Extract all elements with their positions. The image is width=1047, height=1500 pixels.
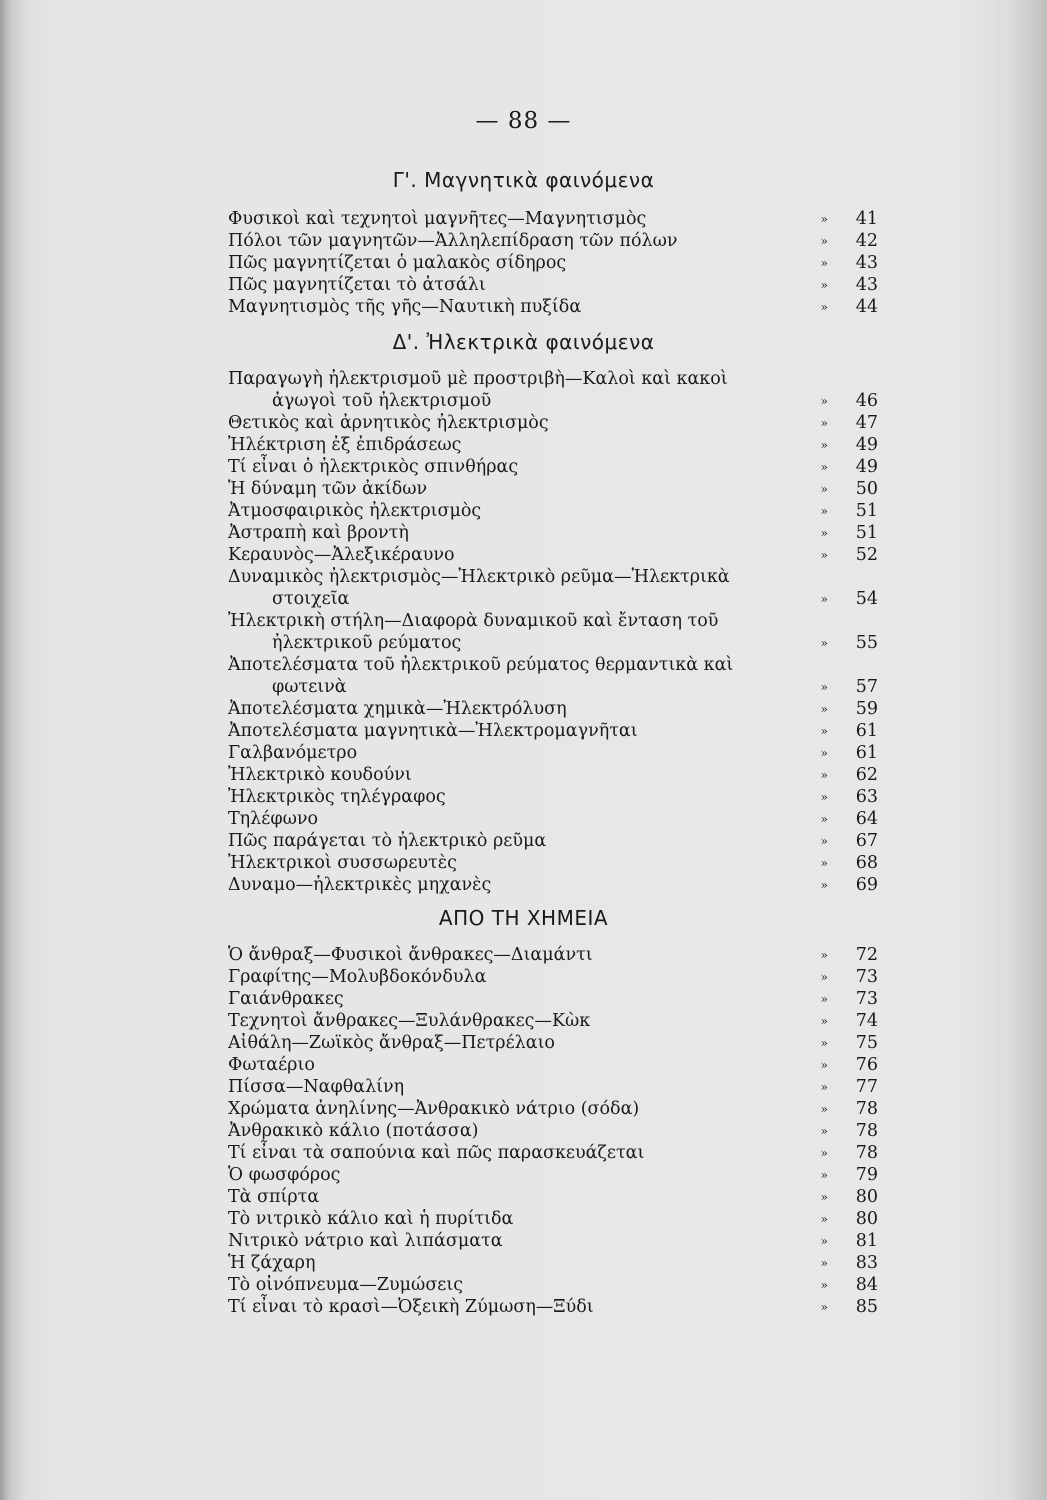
toc-entry xyxy=(228,698,878,720)
toc-page-number: 42 xyxy=(855,231,878,251)
toc-entry-title: Πῶς μαγνητίζεται ὁ μαλακὸς σίδηρος xyxy=(228,253,567,273)
toc-entry-title: Παραγωγὴ ἠλεκτρισμοῦ μὲ προστριβὴ—Καλοὶ καὶ κακοὶ xyxy=(228,369,728,389)
toc-entry-title: φωτεινὰ xyxy=(272,677,347,697)
toc-entry xyxy=(228,1142,878,1164)
toc-page-number: 79 xyxy=(855,1165,878,1185)
toc-entry xyxy=(228,1098,878,1120)
toc-entry-title: Γαλβανόμετρο xyxy=(228,743,358,763)
toc-entry xyxy=(228,966,878,988)
toc-page-number: 77 xyxy=(855,1077,878,1097)
toc-page-number: 73 xyxy=(855,989,878,1009)
toc-ditto-mark: » xyxy=(820,812,828,826)
toc-page-number: 52 xyxy=(855,545,878,565)
toc-page-number: 63 xyxy=(855,787,878,807)
toc-entry xyxy=(228,1186,878,1208)
toc-ditto-mark: » xyxy=(820,834,828,848)
toc-entry xyxy=(228,1164,878,1186)
toc-page-number: 84 xyxy=(855,1275,878,1295)
section-heading-chemistry: ΑΠΟ ΤΗ ΧΗΜΕΙΑ xyxy=(438,906,609,930)
toc-ditto-mark: » xyxy=(820,1190,828,1204)
toc-entry-title: Πίσσα—Ναφθαλίνη xyxy=(228,1077,405,1097)
toc-ditto-mark: » xyxy=(820,992,828,1006)
toc-page-number: 51 xyxy=(855,523,878,543)
toc-page-number: 54 xyxy=(855,589,878,609)
toc-entry-title: Θετικὸς καὶ ἀρνητικὸς ἠλεκτρισμὸς xyxy=(228,413,549,433)
toc-entry-title: Κεραυνὸς—Ἀλεξικέραυνο xyxy=(228,545,455,565)
toc-page-number: 74 xyxy=(855,1011,878,1031)
toc-page-number: 61 xyxy=(855,743,878,763)
toc-entry-title: Γραφίτης—Μολυβδοκόνδυλα xyxy=(228,967,487,987)
toc-entry xyxy=(228,1208,878,1230)
toc-page-number: 78 xyxy=(855,1121,878,1141)
toc-entry-title: Ἠλεκτρικὸ κουδούνι xyxy=(228,765,412,785)
toc-ditto-mark: » xyxy=(820,1300,828,1314)
toc-page-number: 85 xyxy=(855,1297,878,1317)
toc-page-number: 57 xyxy=(855,677,878,697)
toc-entry xyxy=(228,434,878,456)
toc-entry-title: Ἠλεκτρικοὶ συσσωρευτὲς xyxy=(228,853,457,873)
toc-page-number: 43 xyxy=(855,275,878,295)
toc-entry-title: Γαιάνθρακες xyxy=(228,989,344,1009)
toc-entry-title: Τηλέφωνο xyxy=(228,809,319,829)
toc-ditto-mark: » xyxy=(820,1234,828,1248)
toc-ditto-mark: » xyxy=(820,1278,828,1292)
toc-ditto-mark: » xyxy=(820,526,828,540)
toc-page-number: 62 xyxy=(855,765,878,785)
toc-page-number: 73 xyxy=(855,967,878,987)
toc-entry-title: Τὰ σπίρτα xyxy=(228,1187,320,1207)
toc-page-number: 55 xyxy=(855,633,878,653)
toc-entry xyxy=(228,1054,878,1076)
toc-page-number: 59 xyxy=(855,699,878,719)
toc-page-number: 64 xyxy=(855,809,878,829)
toc-entry xyxy=(228,522,878,544)
toc-page-number: 49 xyxy=(855,457,878,477)
toc-entry xyxy=(228,786,878,808)
toc-entry-title: Ἡ δύναμη τῶν ἀκίδων xyxy=(228,479,428,499)
toc-ditto-mark: » xyxy=(820,856,828,870)
toc-section-electric xyxy=(228,368,878,896)
toc-entry-title: Ἠλεκτρικὸς τηλέγραφος xyxy=(228,787,446,807)
toc-entry-title: Φυσικοὶ καὶ τεχνητοὶ μαγνῆτες—Μαγνητισμὸς xyxy=(228,209,647,229)
toc-entry-title: Ἀποτελέσματα τοῦ ἠλεκτρικοῦ ρεύματος θερμαντικὰ καὶ xyxy=(228,655,734,675)
toc-ditto-mark: » xyxy=(820,234,828,248)
toc-entry xyxy=(228,1296,878,1318)
toc-ditto-mark: » xyxy=(820,790,828,804)
toc-page-number: 78 xyxy=(855,1099,878,1119)
toc-page-number: 50 xyxy=(855,479,878,499)
toc-entry-title: Τί εἶναι ὁ ἠλεκτρικὸς σπινθήρας xyxy=(228,457,519,477)
toc-page-number: 72 xyxy=(855,945,878,965)
toc-page-number: 47 xyxy=(855,413,878,433)
toc-entry xyxy=(228,764,878,786)
toc-page-number: 80 xyxy=(855,1187,878,1207)
toc-entry-title: Δυναμο—ἠλεκτρικὲς μηχανὲς xyxy=(228,875,492,895)
toc-entry xyxy=(228,874,878,896)
toc-ditto-mark: » xyxy=(820,1014,828,1028)
toc-ditto-mark: » xyxy=(820,970,828,984)
toc-page-number: 83 xyxy=(855,1253,878,1273)
toc-ditto-mark: » xyxy=(820,212,828,226)
toc-ditto-mark: » xyxy=(820,724,828,738)
section-heading-electric: Δ'. Ἠλεκτρικὰ φαινόμενα xyxy=(392,330,655,354)
toc-entry-title: Ἡ ζάχαρη xyxy=(228,1253,316,1273)
toc-ditto-mark: » xyxy=(820,1124,828,1138)
toc-ditto-mark: » xyxy=(820,1146,828,1160)
toc-entry-title: Ἠλεκτρικὴ στήλη—Διαφορὰ δυναμικοῦ καὶ ἔνταση τοῦ xyxy=(228,611,719,631)
toc-entry-title: Χρώματα ἀνηλίνης—Ἀνθρακικὸ νάτριο (σόδα) xyxy=(228,1099,640,1119)
toc-page-number: 43 xyxy=(855,253,878,273)
toc-page-number: 75 xyxy=(855,1033,878,1053)
toc-page-number: 80 xyxy=(855,1209,878,1229)
toc-entry xyxy=(228,1010,878,1032)
toc-entry-title: Ἠλέκτριση ἐξ ἐπιδράσεως xyxy=(228,435,462,455)
toc-page-number: 69 xyxy=(855,875,878,895)
toc-ditto-mark: » xyxy=(820,438,828,452)
toc-entry-title: Ἀνθρακικὸ κάλιο (ποτάσσα) xyxy=(228,1121,479,1141)
toc-ditto-mark: » xyxy=(820,1168,828,1182)
toc-entry xyxy=(228,944,878,966)
toc-entry-title: Ἀποτελέσματα μαγνητικὰ—Ἠλεκτρομαγνῆται xyxy=(228,721,638,741)
toc-entry-title: Ἀστραπὴ καὶ βροντὴ xyxy=(228,523,409,543)
toc-entry xyxy=(228,456,878,478)
toc-entry-title: Τὸ νιτρικὸ κάλιο καὶ ἡ πυρίτιδα xyxy=(228,1209,514,1229)
toc-entry-title: Τὸ οἰνόπνευμα—Ζυμώσεις xyxy=(228,1275,463,1295)
toc-ditto-mark: » xyxy=(820,948,828,962)
toc-entry xyxy=(228,988,878,1010)
toc-entry xyxy=(228,830,878,852)
toc-entry xyxy=(228,1032,878,1054)
toc-page-number: 78 xyxy=(855,1143,878,1163)
toc-ditto-mark: » xyxy=(820,460,828,474)
toc-ditto-mark: » xyxy=(820,878,828,892)
toc-ditto-mark: » xyxy=(820,1102,828,1116)
toc-entry-title: Τεχνητοὶ ἄνθρακες—Ξυλάνθρακες—Κὼκ xyxy=(228,1011,591,1031)
toc-ditto-mark: » xyxy=(820,1036,828,1050)
toc-section-chemistry xyxy=(228,944,878,1318)
toc-page-number: 41 xyxy=(855,209,878,229)
toc-entry-title: Πῶς μαγνητίζεται τὸ ἀτσάλι xyxy=(228,275,486,295)
toc-ditto-mark: » xyxy=(820,1212,828,1226)
toc-ditto-mark: » xyxy=(820,636,828,650)
toc-ditto-mark: » xyxy=(820,300,828,314)
toc-section-magnetic xyxy=(228,208,878,318)
toc-entry xyxy=(228,808,878,830)
toc-entry xyxy=(228,1120,878,1142)
toc-entry-title: Πῶς παράγεται τὸ ἠλεκτρικὸ ρεῦμα xyxy=(228,831,547,851)
toc-ditto-mark: » xyxy=(820,278,828,292)
toc-ditto-mark: » xyxy=(820,1256,828,1270)
toc-entry xyxy=(228,742,878,764)
toc-page-number: 61 xyxy=(855,721,878,741)
toc-entry xyxy=(228,566,878,610)
toc-entry xyxy=(228,368,878,412)
toc-entry xyxy=(228,654,878,698)
toc-entry-title: Ἀποτελέσματα χημικὰ—Ἠλεκτρόλυση xyxy=(228,699,567,719)
toc-entry xyxy=(228,852,878,874)
toc-entry-title: Τί εἶναι τὰ σαπούνια καὶ πῶς παρασκευάζεται xyxy=(228,1143,645,1163)
toc-page-number: 67 xyxy=(855,831,878,851)
toc-ditto-mark: » xyxy=(820,548,828,562)
toc-ditto-mark: » xyxy=(820,1058,828,1072)
toc-entry-title: Πόλοι τῶν μαγνητῶν—Ἀλληλεπίδραση τῶν πόλων xyxy=(228,231,678,251)
toc-ditto-mark: » xyxy=(820,256,828,270)
toc-ditto-mark: » xyxy=(820,394,828,408)
section-heading-magnetic: Γ'. Μαγνητικὰ φαινόμενα xyxy=(392,168,655,192)
toc-entry-title: Μαγνητισμὸς τῆς γῆς—Ναυτικὴ πυξίδα xyxy=(228,297,582,317)
toc-ditto-mark: » xyxy=(820,680,828,694)
toc-page-number: 81 xyxy=(855,1231,878,1251)
toc-entry xyxy=(228,230,878,252)
toc-ditto-mark: » xyxy=(820,746,828,760)
toc-entry xyxy=(228,1274,878,1296)
toc-ditto-mark: » xyxy=(820,592,828,606)
toc-entry xyxy=(228,252,878,274)
page-number: — 88 — xyxy=(475,108,572,134)
toc-entry-title: Τί εἶναι τὸ κρασὶ—Ὀξεικὴ Ζύμωση—Ξύδι xyxy=(228,1297,594,1317)
toc-entry-title: Ἀτμοσφαιρικὸς ἠλεκτρισμὸς xyxy=(228,501,482,521)
toc-entry-title: Ὁ φωσφόρος xyxy=(228,1165,341,1185)
toc-ditto-mark: » xyxy=(820,482,828,496)
toc-entry-title: Νιτρικὸ νάτριο καὶ λιπάσματα xyxy=(228,1231,503,1251)
toc-ditto-mark: » xyxy=(820,504,828,518)
toc-ditto-mark: » xyxy=(820,702,828,716)
toc-entry xyxy=(228,720,878,742)
toc-entry xyxy=(228,500,878,522)
toc-ditto-mark: » xyxy=(820,768,828,782)
toc-entry xyxy=(228,478,878,500)
toc-page-number: 51 xyxy=(855,501,878,521)
toc-page-number: 76 xyxy=(855,1055,878,1075)
toc-entry xyxy=(228,1252,878,1274)
toc-entry xyxy=(228,208,878,230)
toc-entry-title: Αἰθάλη—Ζωϊκὸς ἄνθραξ—Πετρέλαιο xyxy=(228,1033,555,1053)
toc-entry xyxy=(228,544,878,566)
toc-entry xyxy=(228,1076,878,1098)
toc-entry-title: Φωταέριο xyxy=(228,1055,315,1075)
toc-page-number: 44 xyxy=(855,297,878,317)
toc-entry xyxy=(228,412,878,434)
toc-page-number: 46 xyxy=(855,391,878,411)
toc-entry-title: Δυναμικὸς ἠλεκτρισμὸς—Ἠλεκτρικὸ ρεῦμα—Ἠλεκτρικὰ xyxy=(228,567,730,587)
toc-page-number: 49 xyxy=(855,435,878,455)
toc-entry xyxy=(228,610,878,654)
toc-entry-title: Ὁ ἄνθραξ—Φυσικοὶ ἄνθρακες—Διαμάντι xyxy=(228,945,593,965)
toc-page-number: 68 xyxy=(855,853,878,873)
toc-entry xyxy=(228,1230,878,1252)
toc-entry xyxy=(228,274,878,296)
toc-entry-title: ἀγωγοὶ τοῦ ἠλεκτρισμοῦ xyxy=(272,391,492,411)
toc-entry xyxy=(228,296,878,318)
toc-entry-title: ἠλεκτρικοῦ ρεύματος xyxy=(272,633,462,653)
toc-ditto-mark: » xyxy=(820,1080,828,1094)
toc-ditto-mark: » xyxy=(820,416,828,430)
toc-entry-title: στοιχεῖα xyxy=(272,589,350,609)
